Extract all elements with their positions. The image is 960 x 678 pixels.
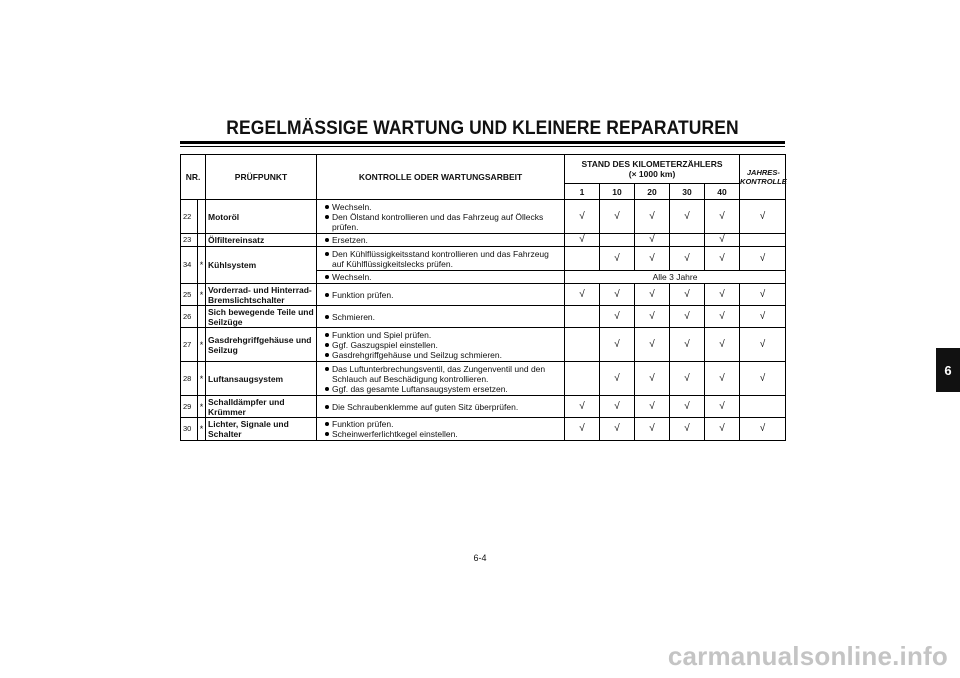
action-list <box>325 202 560 232</box>
header-kontrolle: KONTROLLE ODER WARTUNGSARBEIT <box>317 155 565 200</box>
action-item: Ggf. das gesamte Luftansaugsystem ersetzen. <box>325 384 560 394</box>
row-number: 23 <box>181 234 198 247</box>
header-km-40: 40 <box>705 184 740 200</box>
row-star <box>198 200 206 234</box>
interval-span-cell: Alle 3 Jahre <box>565 271 786 284</box>
annual-check-cell: √ <box>740 328 786 362</box>
action-list <box>325 235 560 245</box>
check-cell: √ <box>670 396 705 418</box>
action-list <box>325 419 560 439</box>
check-cell: √ <box>670 284 705 306</box>
check-cell: √ <box>705 306 740 328</box>
action-item: Funktion prüfen. <box>325 290 560 300</box>
annual-check-cell: √ <box>740 247 786 271</box>
row-item: Schalldämpfer und Krümmer <box>206 396 317 418</box>
row-star: * <box>198 247 206 284</box>
check-cell: √ <box>705 396 740 418</box>
header-jahres-label: JAHRES- KONTROLLE <box>740 168 787 186</box>
check-cell: √ <box>705 418 740 441</box>
action-item: Ggf. Gaszugspiel einstellen. <box>325 340 560 350</box>
row-item: Sich bewegende Teile und Seilzüge <box>206 306 317 328</box>
annual-check-cell <box>740 396 786 418</box>
check-cell: √ <box>565 396 600 418</box>
check-cell: √ <box>600 362 635 396</box>
row-actions <box>317 200 565 234</box>
check-cell: √ <box>705 247 740 271</box>
action-item: Wechseln. <box>325 202 560 212</box>
check-cell: √ <box>600 396 635 418</box>
check-cell <box>600 234 635 247</box>
row-item: Luftansaugsystem <box>206 362 317 396</box>
row-star <box>198 234 206 247</box>
page-number: 6-4 <box>473 553 487 563</box>
header-km-30: 30 <box>670 184 705 200</box>
table-row <box>181 200 786 234</box>
action-list <box>325 272 560 282</box>
check-cell: √ <box>600 306 635 328</box>
annual-check-cell <box>740 234 786 247</box>
check-cell <box>565 328 600 362</box>
check-cell: √ <box>635 396 670 418</box>
action-item: Scheinwerferlichtkegel einstellen. <box>325 429 560 439</box>
check-cell: √ <box>635 247 670 271</box>
chapter-tab: 6 <box>936 348 960 392</box>
check-cell: √ <box>670 306 705 328</box>
page-title: REGELMÄSSIGE WARTUNG UND KLEINERE REPARATUREN <box>226 118 739 139</box>
row-star <box>198 306 206 328</box>
table-row <box>181 396 786 418</box>
check-cell: √ <box>670 247 705 271</box>
action-item: Gasdrehgriffgehäuse und Seilzug schmieren. <box>325 350 560 360</box>
check-cell: √ <box>565 418 600 441</box>
check-cell: √ <box>635 418 670 441</box>
row-item: Lichter, Signale und Schalter <box>206 418 317 441</box>
header-km-1: 1 <box>565 184 600 200</box>
header-pruefpunkt: PRÜFPUNKT <box>206 155 317 200</box>
action-item: Ersetzen. <box>325 235 560 245</box>
row-star: * <box>198 284 206 306</box>
header-stand <box>565 155 740 184</box>
action-item: Das Luftunterbrechungsventil, das Zungenventil und den Schlauch auf Beschädigung kontrollieren. <box>325 364 560 384</box>
row-star: * <box>198 328 206 362</box>
action-list <box>325 402 560 412</box>
table-row <box>181 418 786 441</box>
row-number: 34 <box>181 247 198 284</box>
title-rule-thin <box>180 146 785 147</box>
row-number: 30 <box>181 418 198 441</box>
check-cell: √ <box>600 284 635 306</box>
check-cell: √ <box>670 328 705 362</box>
action-item: Den Ölstand kontrollieren und das Fahrzeug auf Öllecks prüfen. <box>325 212 560 232</box>
action-item: Schmieren. <box>325 312 560 322</box>
row-star: * <box>198 418 206 441</box>
title-rule-thick <box>180 141 785 144</box>
check-cell: √ <box>670 362 705 396</box>
row-item: Motoröl <box>206 200 317 234</box>
action-list <box>325 290 560 300</box>
check-cell: √ <box>565 234 600 247</box>
action-item: Den Kühlflüssigkeitsstand kontrollieren und das Fahrzeug auf Kühlflüssigkeitslecks prüfen. <box>325 249 560 269</box>
row-actions <box>317 234 565 247</box>
action-list <box>325 249 560 269</box>
action-item: Funktion und Spiel prüfen. <box>325 330 560 340</box>
action-item: Die Schraubenklemme auf guten Sitz überprüfen. <box>325 402 560 412</box>
table-row <box>181 284 786 306</box>
row-actions <box>317 418 565 441</box>
table-row <box>181 247 786 271</box>
row-actions <box>317 271 565 284</box>
action-list <box>325 364 560 394</box>
check-cell: √ <box>600 200 635 234</box>
check-cell: √ <box>600 418 635 441</box>
check-cell: √ <box>600 247 635 271</box>
header-km-20: 20 <box>635 184 670 200</box>
annual-check-cell: √ <box>740 284 786 306</box>
check-cell <box>565 362 600 396</box>
row-item: Ölfiltereinsatz <box>206 234 317 247</box>
row-actions <box>317 362 565 396</box>
check-cell: √ <box>635 306 670 328</box>
row-actions <box>317 396 565 418</box>
table-row <box>181 328 786 362</box>
table-row <box>181 234 786 247</box>
row-number: 25 <box>181 284 198 306</box>
check-cell: √ <box>635 328 670 362</box>
check-cell: √ <box>670 200 705 234</box>
check-cell: √ <box>635 200 670 234</box>
action-item: Funktion prüfen. <box>325 419 560 429</box>
annual-check-cell: √ <box>740 418 786 441</box>
annual-check-cell: √ <box>740 200 786 234</box>
maintenance-table <box>180 154 786 441</box>
check-cell <box>565 306 600 328</box>
row-item: Kühlsystem <box>206 247 317 284</box>
row-actions <box>317 328 565 362</box>
check-cell: √ <box>635 234 670 247</box>
row-actions <box>317 247 565 271</box>
check-cell: √ <box>635 362 670 396</box>
header-km-10: 10 <box>600 184 635 200</box>
row-item: Vorderrad- und Hinterrad-Bremslichtschalter <box>206 284 317 306</box>
check-cell: √ <box>705 328 740 362</box>
action-item: Wechseln. <box>325 272 560 282</box>
row-number: 29 <box>181 396 198 418</box>
check-cell: √ <box>635 284 670 306</box>
check-cell <box>565 247 600 271</box>
row-number: 28 <box>181 362 198 396</box>
watermark: carmanualsonline.info <box>667 641 948 671</box>
annual-check-cell: √ <box>740 362 786 396</box>
row-number: 27 <box>181 328 198 362</box>
action-list <box>325 312 560 322</box>
row-actions <box>317 306 565 328</box>
check-cell: √ <box>600 328 635 362</box>
row-star: * <box>198 396 206 418</box>
maintenance-rows <box>181 200 786 441</box>
check-cell: √ <box>670 418 705 441</box>
header-unit-label: (× 1000 km) <box>628 169 676 179</box>
check-cell <box>670 234 705 247</box>
check-cell: √ <box>705 234 740 247</box>
check-cell: √ <box>565 284 600 306</box>
header-nr: NR. <box>181 155 206 200</box>
table-row <box>181 306 786 328</box>
header-jahres <box>740 155 786 200</box>
table-row <box>181 362 786 396</box>
row-item: Gasdrehgriffgehäuse und Seilzug <box>206 328 317 362</box>
action-list <box>325 330 560 360</box>
check-cell: √ <box>705 200 740 234</box>
row-number: 22 <box>181 200 198 234</box>
annual-check-cell: √ <box>740 306 786 328</box>
check-cell: √ <box>705 284 740 306</box>
check-cell: √ <box>705 362 740 396</box>
row-number: 26 <box>181 306 198 328</box>
header-stand-label: STAND DES KILOMETERZÄHLERS <box>581 159 723 169</box>
check-cell: √ <box>565 200 600 234</box>
row-actions <box>317 284 565 306</box>
row-star: * <box>198 362 206 396</box>
